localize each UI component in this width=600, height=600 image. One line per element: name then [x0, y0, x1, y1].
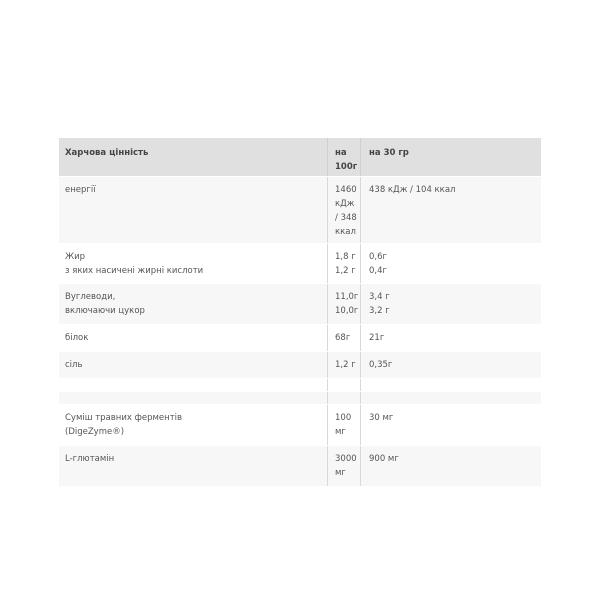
- row-per-100g: [327, 392, 361, 404]
- row-per-100g-line: 11,0г: [335, 292, 359, 302]
- table-row-empty: [59, 378, 541, 391]
- table-row: [59, 324, 541, 351]
- row-name-line: Вуглеводи,: [65, 292, 116, 302]
- row-name-line: L-глютамін: [65, 454, 115, 464]
- row-per-30g-line: 900 мг: [369, 454, 399, 464]
- row-per-30g: [361, 284, 541, 324]
- row-per-100g: [327, 284, 361, 324]
- row-per-100g-line: 100 мг: [335, 413, 352, 437]
- table-row: [59, 445, 541, 486]
- row-per-30g: [361, 325, 541, 351]
- row-per-30g: [361, 446, 541, 486]
- header-per-100g: на 100г: [327, 138, 361, 176]
- row-per-30g-line: 21г: [369, 333, 385, 343]
- row-per-100g: [327, 405, 361, 445]
- header-per-30g: на 30 гр: [369, 148, 409, 158]
- row-name: [59, 379, 327, 391]
- row-per-100g-line: 1,8 г: [335, 252, 356, 262]
- row-name: [59, 284, 327, 324]
- row-per-100g-line: 10,0г: [335, 306, 359, 316]
- row-name: [59, 446, 327, 486]
- row-per-100g: [327, 379, 361, 391]
- row-name-line: Жир: [65, 252, 86, 262]
- row-per-100g: [327, 446, 361, 486]
- table-row: [59, 391, 541, 404]
- row-per-30g: [361, 392, 541, 404]
- row-name: [59, 405, 327, 445]
- row-per-100g: [327, 352, 361, 378]
- row-per-30g-line: 438 кДж / 104 ккал: [369, 185, 456, 195]
- table-row: [59, 243, 541, 283]
- row-name: [59, 325, 327, 351]
- table-row: [59, 404, 541, 445]
- row-per-100g-line: 68г: [335, 333, 351, 343]
- row-per-100g: [327, 244, 361, 283]
- row-per-100g: [327, 325, 361, 351]
- row-per-30g: [361, 352, 541, 378]
- table-row: [59, 176, 541, 243]
- table-row: [59, 351, 541, 378]
- header-nutrition-value: Харчова цінність: [65, 148, 149, 158]
- row-name-line: (DigeZyme®): [65, 427, 125, 437]
- row-per-100g-line: 1,2 г: [335, 266, 356, 276]
- row-name: [59, 244, 327, 283]
- row-name-line: з яких насичені жирні кислоти: [65, 266, 204, 276]
- row-per-30g-line: 0,4г: [369, 266, 387, 276]
- table-header-row: [59, 137, 541, 176]
- row-name: [59, 177, 327, 243]
- row-per-30g-line: 30 мг: [369, 413, 394, 423]
- row-per-30g-line: 3,4 г: [369, 292, 390, 302]
- row-name-line: Суміш травних ферментів: [65, 413, 183, 423]
- row-per-30g-line: 0,35г: [369, 360, 393, 370]
- row-per-30g-line: 3,2 г: [369, 306, 390, 316]
- row-per-30g-line: 0,6г: [369, 252, 387, 262]
- row-name-line: енергії: [65, 185, 96, 195]
- row-name-line: включаючи цукор: [65, 306, 145, 316]
- row-per-100g-line: 3000 мг: [335, 454, 357, 478]
- table-row: [59, 283, 541, 324]
- row-per-30g: [361, 244, 541, 283]
- row-name-line: сіль: [65, 360, 83, 370]
- row-name: [59, 392, 327, 404]
- nutrition-table: [59, 137, 541, 486]
- row-per-100g-line: 1460 кДж / 348 ккал: [335, 185, 357, 237]
- row-per-100g-line: 1,2 г: [335, 360, 356, 370]
- row-per-100g: [327, 177, 361, 243]
- row-per-30g: [361, 379, 541, 391]
- row-name: [59, 352, 327, 378]
- row-name-line: білок: [65, 333, 89, 343]
- row-per-30g: [361, 405, 541, 445]
- row-per-30g: [361, 177, 541, 243]
